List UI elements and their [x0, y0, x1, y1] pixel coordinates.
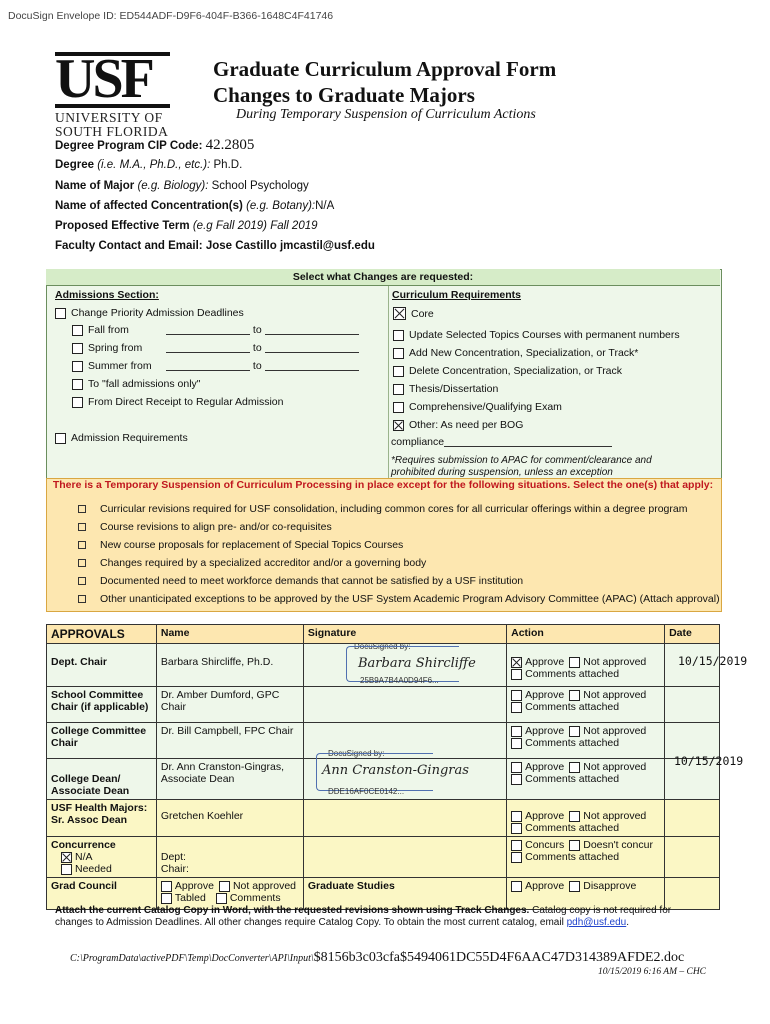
summer-option[interactable]: [72, 360, 152, 372]
concurs-checkbox[interactable]: [511, 840, 522, 851]
fall-checkbox[interactable]: [72, 325, 83, 336]
not-approved-label: Not approved: [583, 689, 647, 701]
fall-only-option[interactable]: [72, 378, 201, 390]
logo-line-1: UNIVERSITY OF: [55, 110, 163, 125]
row-role: College Dean/ Associate Dean: [47, 759, 157, 800]
not-approved-label: Not approved: [232, 880, 297, 892]
needed-label: Needed: [75, 863, 112, 875]
catalog-note-text: Catalog copy is not required for changes to Admission Deadlines. All other changes require Catalog Copy. To obtain the most current catalog, email: [55, 905, 672, 928]
action-cell: [507, 723, 665, 759]
row-role: Dept. Chair: [47, 644, 157, 687]
degree-label: Degree: [55, 159, 94, 171]
core-checkbox-checked[interactable]: [393, 307, 406, 320]
term-field: [55, 220, 318, 232]
title-line-2: Changes to Graduate Majors: [213, 83, 475, 107]
na-label: N/A: [75, 851, 93, 863]
row-name: Gretchen Koehler: [156, 800, 303, 837]
spring-from-blank[interactable]: [166, 343, 250, 353]
not-approved-checkbox[interactable]: [569, 762, 580, 773]
catalog-note-end: .: [626, 917, 630, 928]
row-role: Grad Council: [47, 878, 157, 910]
fall-label: Fall from: [88, 324, 129, 336]
not-approved-checkbox[interactable]: [569, 657, 580, 668]
new-concentration-option[interactable]: [393, 347, 638, 359]
signature-header: Signature: [303, 625, 506, 644]
direct-receipt-option[interactable]: [72, 396, 284, 408]
direct-receipt-label: From Direct Receipt to Regular Admission: [88, 396, 284, 408]
suspension-checkbox[interactable]: [78, 559, 86, 567]
approve-checkbox[interactable]: [511, 690, 522, 701]
approve-checkbox[interactable]: [511, 762, 522, 773]
degree-hint: (i.e. M.A., Ph.D., etc.):: [97, 159, 211, 171]
concurs-label: Concurs: [525, 839, 565, 851]
curriculum-section-label: Curriculum Requirements: [392, 289, 521, 301]
usf-logo: [55, 48, 170, 139]
email-link[interactable]: pdh@usf.edu: [566, 917, 627, 928]
compliance-line[interactable]: [391, 436, 612, 448]
row-name: Barbara Shircliffe, Ph.D.: [156, 644, 303, 687]
dept-date: 10/15/2019: [678, 654, 748, 668]
comments-label: Comments attached: [525, 668, 620, 680]
degree-field: [55, 159, 242, 171]
suspension-item[interactable]: [78, 575, 523, 587]
other-option[interactable]: [393, 419, 523, 431]
dean-signature-hash: DDE16AF0CE0142...: [328, 787, 405, 796]
approve-checkbox[interactable]: [161, 881, 172, 892]
comments-checkbox[interactable]: [511, 774, 522, 785]
spring-to-blank[interactable]: [265, 343, 359, 353]
disapprove-label: Disapprove: [583, 880, 637, 892]
not-approved-checkbox[interactable]: [569, 726, 580, 737]
summer-range[interactable]: [166, 360, 359, 372]
comments-label: Comments attached: [525, 737, 620, 749]
timestamp: 10/15/2019 6:16 AM – CHC: [598, 967, 707, 977]
spring-checkbox[interactable]: [72, 343, 83, 354]
thesis-option[interactable]: [393, 383, 498, 395]
thesis-label: Thesis/Dissertation: [409, 383, 499, 395]
comments-checkbox[interactable]: [511, 669, 522, 680]
chair-line: Chair:: [160, 863, 189, 875]
comments-checkbox[interactable]: [511, 738, 522, 749]
topics-checkbox[interactable]: [393, 330, 404, 341]
concurrence-row: [47, 837, 720, 878]
delete-concentration-option[interactable]: [393, 365, 622, 377]
topics-option[interactable]: [393, 329, 680, 341]
comments-label: Comments attached: [525, 701, 620, 713]
tabled-checkbox[interactable]: [161, 893, 172, 904]
dept-signature: Barbara Shircliffe: [358, 656, 476, 671]
thesis-checkbox[interactable]: [393, 384, 404, 395]
major-value[interactable]: School Psychology: [211, 180, 309, 192]
major-hint: (e.g. Biology):: [137, 180, 209, 192]
action-cell: [507, 800, 665, 837]
row-role: Concurrence: [51, 839, 116, 851]
spring-to-label: to: [252, 342, 262, 354]
delete-concentration-checkbox[interactable]: [393, 366, 404, 377]
signature-cell[interactable]: [303, 837, 506, 878]
contact-field: [55, 240, 375, 252]
concurrence-cell: [47, 837, 157, 878]
major-field: [55, 180, 309, 192]
title-line-1: Graduate Curriculum Approval Form: [213, 57, 557, 81]
core-option[interactable]: [393, 307, 434, 320]
approve-checkbox[interactable]: [511, 811, 522, 822]
delete-concentration-label: Delete Concentration, Specialization, or Track: [409, 365, 623, 377]
spring-option[interactable]: [72, 342, 142, 354]
changes-header: Select what Changes are requested:: [46, 269, 720, 286]
comments-label: Comments: [229, 892, 281, 904]
fall-only-checkbox[interactable]: [72, 379, 83, 390]
needed-checkbox[interactable]: [61, 864, 72, 875]
action-cell: [507, 759, 665, 800]
exam-label: Comprehensive/Qualifying Exam: [409, 401, 562, 413]
term-label: Proposed Effective Term: [55, 220, 190, 232]
approve-label: Approve: [525, 656, 565, 668]
comments-checkbox[interactable]: [216, 893, 227, 904]
not-approved-label: Not approved: [583, 810, 647, 822]
date-cell[interactable]: [665, 837, 720, 878]
suspension-item[interactable]: [78, 557, 426, 569]
not-approved-label: Not approved: [583, 656, 647, 668]
priority-label: Change Priority Admission Deadlines: [71, 307, 244, 319]
suspension-item-label: New course proposals for replacement of Special Topics Courses: [100, 539, 404, 551]
not-approved-checkbox[interactable]: [219, 881, 230, 892]
cip-field: [55, 137, 254, 154]
fall-range[interactable]: [166, 324, 359, 336]
term-hint: (e.g Fall 2019): [192, 220, 267, 232]
compliance-blank[interactable]: [444, 437, 612, 447]
new-concentration-checkbox[interactable]: [393, 348, 404, 359]
signature-cell[interactable]: [303, 687, 506, 723]
disapprove-checkbox[interactable]: [569, 881, 580, 892]
date-cell[interactable]: [665, 687, 720, 723]
concentration-hint: (e.g. Botany):: [246, 200, 316, 212]
comments-checkbox[interactable]: [511, 823, 522, 834]
suspension-checkbox[interactable]: [78, 595, 86, 603]
summer-to-label: to: [252, 360, 262, 372]
other-checkbox-checked[interactable]: [393, 420, 404, 431]
row-name: Dr. Ann Cranston-Gingras, Associate Dean: [156, 759, 303, 800]
tabled-label: Tabled: [174, 892, 206, 904]
concurrence-name-cell: [156, 837, 303, 878]
apac-note: *Requires submission to APAC for comment/clearance and prohibited during suspension, unless an exception: [391, 455, 652, 478]
admission-req-option[interactable]: [55, 432, 188, 444]
contact-value[interactable]: Jose Castillo jmcastil@usf.edu: [205, 240, 375, 252]
approve-label: Approve: [525, 880, 565, 892]
compliance-label: compliance: [391, 436, 445, 448]
concentration-value[interactable]: N/A: [315, 200, 335, 212]
cip-label: Degree Program CIP Code:: [55, 140, 203, 152]
spring-label: Spring from: [88, 342, 143, 354]
admission-req-checkbox[interactable]: [55, 433, 66, 444]
doesnt-concur-label: Doesn't concur: [583, 839, 653, 851]
major-label: Name of Major: [55, 180, 135, 192]
row-name: Dr. Bill Campbell, FPC Chair: [156, 723, 303, 759]
file-path: [70, 950, 684, 966]
approve-label: Approve: [525, 761, 565, 773]
date-cell[interactable]: [665, 800, 720, 837]
suspension-item-label: Changes required by a specialized accreditor and/or a governing body: [100, 557, 427, 569]
doesnt-concur-checkbox[interactable]: [569, 840, 580, 851]
signature-cell[interactable]: [303, 800, 506, 837]
other-label: Other: As need per BOG: [409, 419, 524, 431]
catalog-note-bold: Attach the current Catalog Copy in Word, with the requested revisions shown using Track Changes.: [55, 905, 530, 916]
approvals-header: APPROVALS: [47, 625, 157, 644]
approve-label: Approve: [525, 689, 565, 701]
dept-signature-hash: 25B9A7B4A0D94F6...: [360, 676, 439, 685]
approvals-header-row: [47, 625, 720, 644]
not-approved-label: Not approved: [583, 725, 647, 737]
form-title: [213, 56, 556, 108]
approve-label: Approve: [174, 880, 214, 892]
action-cell: [507, 687, 665, 723]
approve-label: Approve: [525, 810, 565, 822]
fall-only-label: To "fall admissions only": [88, 378, 201, 390]
action-header: Action: [507, 625, 665, 644]
grad-studies-cell: Graduate Studies: [303, 878, 506, 910]
concentration-label: Name of affected Concentration(s): [55, 200, 243, 212]
spring-range[interactable]: [166, 342, 359, 354]
contact-label: Faculty Contact and Email:: [55, 240, 203, 252]
comments-label: Comments attached: [525, 822, 620, 834]
suspension-item-label: Curricular revisions required for USF consolidation, including common cores for all curricular offerings within a degree program: [100, 503, 688, 515]
row-role: College Committee Chair: [47, 723, 157, 759]
suspension-item-label: Course revisions to align pre- and/or co-requisites: [100, 521, 332, 533]
comments-label: Comments attached: [525, 851, 620, 863]
summer-to-blank[interactable]: [265, 361, 359, 371]
fall-from-blank[interactable]: [166, 325, 250, 335]
admission-req-label: Admission Requirements: [71, 432, 188, 444]
suspension-item-label: Documented need to meet workforce demands that cannot be satisfied by a USF institution: [100, 575, 524, 587]
fall-to-blank[interactable]: [265, 325, 359, 335]
fall-to-label: to: [252, 324, 262, 336]
suspension-checkbox[interactable]: [78, 523, 86, 531]
row-name: Dr. Amber Dumford, GPC Chair: [156, 687, 303, 723]
topics-label: Update Selected Topics Courses with permanent numbers: [409, 329, 680, 341]
suspension-item[interactable]: [78, 593, 720, 605]
suspension-header: There is a Temporary Suspension of Curriculum Processing in place except for the following situations. Select the one(s) that apply:: [52, 479, 714, 491]
logo-word: USF: [55, 52, 170, 108]
summer-checkbox[interactable]: [72, 361, 83, 372]
envelope-id: DocuSign Envelope ID: ED544ADF-D9F6-404F-B366-1648C4F41746: [8, 10, 334, 22]
comments-label: Comments attached: [525, 773, 620, 785]
suspension-item[interactable]: [78, 539, 403, 551]
summer-label: Summer from: [88, 360, 152, 372]
cip-value[interactable]: 42.2805: [205, 137, 255, 153]
health-dean-row: [47, 800, 720, 837]
approve-checkbox[interactable]: [511, 881, 522, 892]
name-header: Name: [156, 625, 303, 644]
new-concentration-label: Add New Concentration, Specialization, or Track*: [409, 347, 639, 359]
not-approved-checkbox[interactable]: [569, 811, 580, 822]
logo-line-2: SOUTH FLORIDA: [55, 124, 169, 139]
not-approved-checkbox[interactable]: [569, 690, 580, 701]
approve-checkbox[interactable]: [511, 726, 522, 737]
approve-label: Approve: [525, 725, 565, 737]
degree-value[interactable]: Ph.D.: [213, 159, 243, 171]
dean-date: 10/15/2019: [674, 754, 744, 768]
file-path-name: $8156b3c03cfa$5494061DC55D4F6AAC47D314389AFDE2.doc: [313, 950, 685, 965]
admissions-section-label: Admissions Section:: [55, 289, 159, 301]
suspension-checkbox[interactable]: [78, 541, 86, 549]
dept-docusigned-label: DocuSigned by:: [354, 642, 411, 651]
priority-checkbox[interactable]: [55, 308, 66, 319]
dean-signature: Ann Cranston-Gingras: [322, 763, 469, 778]
approve-checkbox-checked[interactable]: [511, 657, 522, 668]
dean-docusigned-label: DocuSigned by:: [328, 749, 385, 758]
summer-from-blank[interactable]: [166, 361, 250, 371]
row-role: USF Health Majors: Sr. Assoc Dean: [47, 800, 157, 837]
action-cell: [507, 837, 665, 878]
comments-checkbox[interactable]: [511, 702, 522, 713]
suspension-checkbox[interactable]: [78, 505, 86, 513]
term-value[interactable]: Fall 2019: [270, 220, 318, 232]
suspension-item[interactable]: [78, 503, 687, 515]
exam-option[interactable]: [393, 401, 562, 413]
fall-option[interactable]: [72, 324, 129, 336]
file-path-dir: C:\ProgramData\activePDF\Temp\DocConverter\API\Input\: [70, 953, 314, 964]
suspension-checkbox[interactable]: [78, 577, 86, 585]
catalog-note: [55, 905, 695, 929]
date-header: Date: [665, 625, 720, 644]
comments-checkbox[interactable]: [511, 852, 522, 863]
changes-divider: [388, 286, 389, 478]
exam-checkbox[interactable]: [393, 402, 404, 413]
school-committee-row: [47, 687, 720, 723]
priority-deadlines-option[interactable]: [55, 307, 244, 319]
not-approved-label: Not approved: [583, 761, 647, 773]
row-role: School Committee Chair (if applicable): [47, 687, 157, 723]
na-checkbox-checked[interactable]: [61, 852, 72, 863]
suspension-item-label: Other unanticipated exceptions to be approved by the USF System Academic Program Advisory Committee (APAC) (Attach approval): [100, 593, 720, 605]
dept-line: Dept:: [160, 851, 186, 863]
action-cell: [507, 644, 665, 687]
concentration-field: [55, 200, 334, 212]
form-subtitle: During Temporary Suspension of Curriculum Actions: [236, 107, 536, 122]
core-label: Core: [411, 307, 434, 320]
direct-receipt-checkbox[interactable]: [72, 397, 83, 408]
suspension-item[interactable]: [78, 521, 332, 533]
